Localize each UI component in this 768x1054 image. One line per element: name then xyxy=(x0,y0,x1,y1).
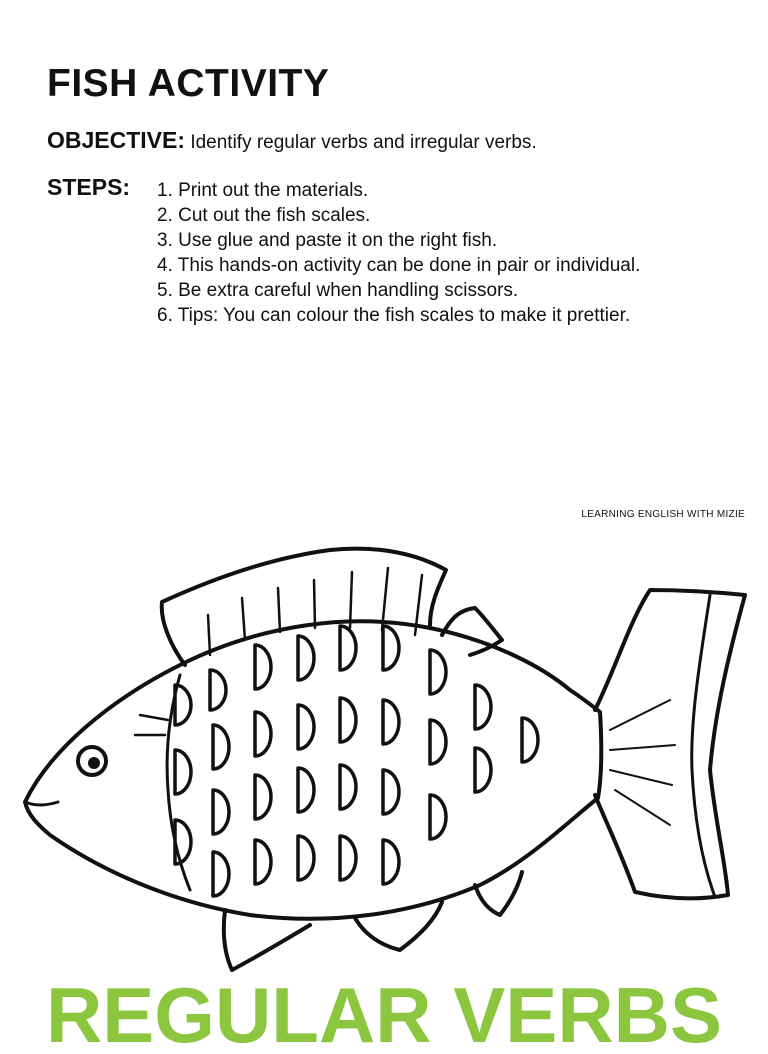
objective-text: Identify regular verbs and irregular verbs. xyxy=(190,132,537,153)
step-item: 1. Print out the materials. xyxy=(157,180,369,201)
section-heading: REGULAR VERBS xyxy=(45,976,723,1054)
tail-fin xyxy=(595,590,745,898)
objective-label: OBJECTIVE: xyxy=(47,127,186,153)
fish-icon xyxy=(10,540,758,980)
fish-scales xyxy=(175,626,538,896)
step-item: 2. Cut out the fish scales. xyxy=(157,205,371,226)
steps-list xyxy=(157,178,640,328)
dorsal-fin xyxy=(162,549,446,665)
credit-text: LEARNING ENGLISH WITH MIZIE xyxy=(581,509,745,520)
step-item: 6. Tips: You can colour the fish scales to make it prettier. xyxy=(157,305,631,326)
step-item: 4. This hands-on activity can be done in pair or individual. xyxy=(157,255,641,276)
page-title: FISH ACTIVITY xyxy=(47,62,330,105)
steps-label: STEPS: xyxy=(47,174,131,200)
step-item: 5. Be extra careful when handling scissors. xyxy=(157,280,519,301)
objective xyxy=(47,127,537,154)
step-item: 3. Use glue and paste it on the right fish. xyxy=(157,230,498,251)
